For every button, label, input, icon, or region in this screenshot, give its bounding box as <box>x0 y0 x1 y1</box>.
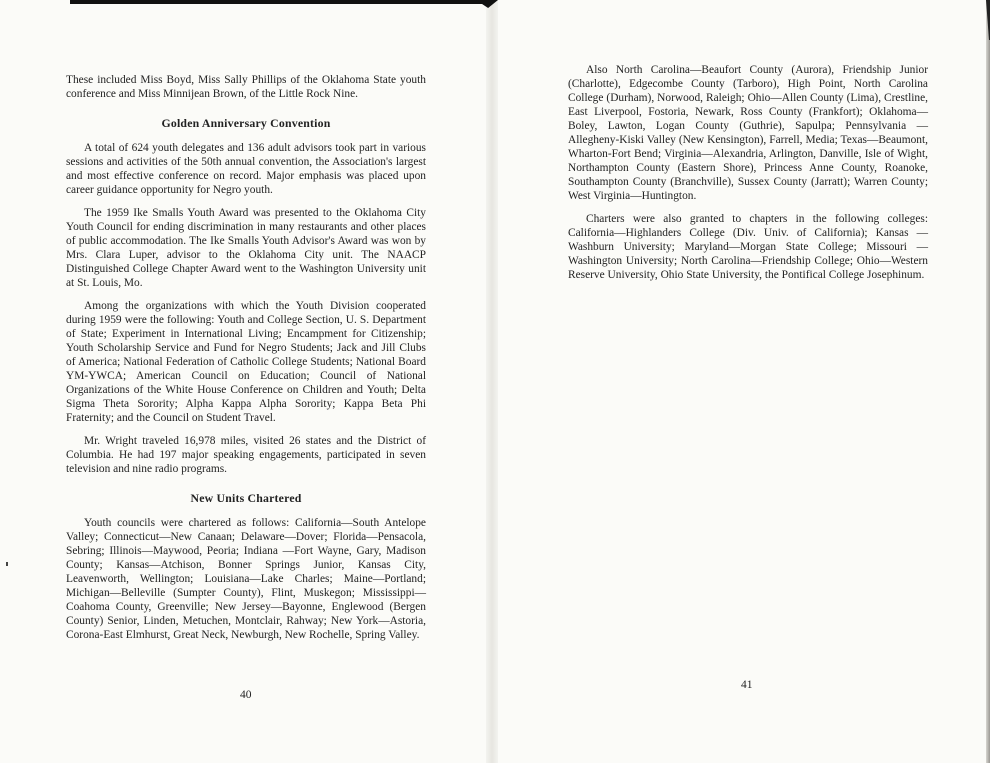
paragraph-ike-smalls-award: The 1959 Ike Smalls Youth Award was presented to the Oklahoma City Youth Council for ending discrimination in many restaurants and other places of public accommodation. The Ike Smalls Youth Advisor's Award was won by Mrs. Clara Luper, advisor to the Oklahoma City unit. The NAACP Distinguished College Chapter Award went to the Washington University unit at St. Louis, Mo. <box>66 207 426 289</box>
section-heading-new-units: New Units Chartered <box>190 491 302 505</box>
paragraph-college-chapters: Charters were also granted to chapters in the following colleges: California—Highlanders College (Div. Univ. of California); Kansas —Washburn University; Maryland—Morgan State College; Missouri —Washington University; North Carolina—Friendship College; Ohio—Western Reserve University, Ohio State University, the Pontifical College Josephinum. <box>568 213 928 281</box>
paragraph-travel: Mr. Wright traveled 16,978 miles, visited 26 states and the District of Columbia. He had 197 major speaking engagements, participated in seven television and nine radio programs. <box>66 435 426 475</box>
paragraph-delegates: A total of 624 youth delegates and 136 adult advisors took part in various sessions and activities of the 50th annual convention, the Association's largest and most effective conference on record. Major emphasis was placed upon career guidance opportunity for Negro youth. <box>66 142 426 196</box>
page-number-right: 41 <box>741 679 753 691</box>
paragraph-youth-councils: Youth councils were chartered as follows: California—South Antelope Valley; Connecticut—New Canaan; Delaware—Dover; Florida—Pensacola, Sebring; Illinois—Maywood, Peoria; Indiana —Fort Wayne, Gary, Madison County; Kansas—Atchison, Bonner Springs Junior, Kansas City, Leavenworth, Wellington; Louisiana—Lake Charles; Maine—Portland; Michigan—Belleville (Sumpter County), Flint, Muskegon; Mississippi—Coahoma County, Greenville; New Jersey—Bayonne, Englewood (Bergen County) Senior, Linden, Metuchen, Montclair, Rahway; New York—Astoria, Corona-East Elmhurst, Great Neck, Newburgh, New Rochelle, Spring Valley. <box>66 517 426 641</box>
right-text-column <box>568 63 928 282</box>
left-text-column <box>66 73 426 642</box>
margin-speck <box>6 562 8 566</box>
right-page-edge <box>986 0 990 763</box>
page-number-left: 40 <box>240 689 252 701</box>
top-edge-line <box>70 0 490 4</box>
book-gutter <box>486 0 498 763</box>
intro-paragraph: These included Miss Boyd, Miss Sally Phillips of the Oklahoma State youth conference and Miss Minnijean Brown, of the Little Rock Nine. <box>66 74 426 100</box>
section-heading-golden-anniversary: Golden Anniversary Convention <box>161 116 331 130</box>
paragraph-additional-councils: Also North Carolina—Beaufort County (Aurora), Friendship Junior (Charlotte), Edgecombe County (Tarboro), High Point, North Carolina College (Durham), Norwood, Raleigh; Ohio—Allen County (Lima), Crestline, East Liverpool, Fostoria, Newark, Ross County (Frankfort); Oklahoma—Boley, Lawton, Logan County (Guthrie), Sapulpa; Pennsylvania — Allegheny-Kiski Valley (New Kensington), Farrell, Media; Texas—Beaumont, Wharton-Fort Bend; Virginia—Alexandria, Arlington, Danville, Isle of Wight, Northampton County (Eastern Shore), Princess Anne County, Roanoke, Southampton County (Branchville), Sussex County (Jarratt); Warren County; West Virginia—Huntington. <box>568 64 928 202</box>
paragraph-cooperating-organizations: Among the organizations with which the Youth Division cooperated during 1959 were the following: Youth and College Section, U. S. Department of State; Experiment in International Living; Encampment for Citizenship; Youth Scholarship Service and Fund for Negro Students; Jack and Jill Clubs of America; National Federation of Catholic College Students; National Board YM-YWCA; American Council on Education; Council of National Organizations of the White House Conference on Children and Youth; Delta Sigma Theta Sorority; Alpha Kappa Alpha Sorority; Kappa Beta Phi Fraternity; and the Council on Student Travel. <box>66 300 426 424</box>
